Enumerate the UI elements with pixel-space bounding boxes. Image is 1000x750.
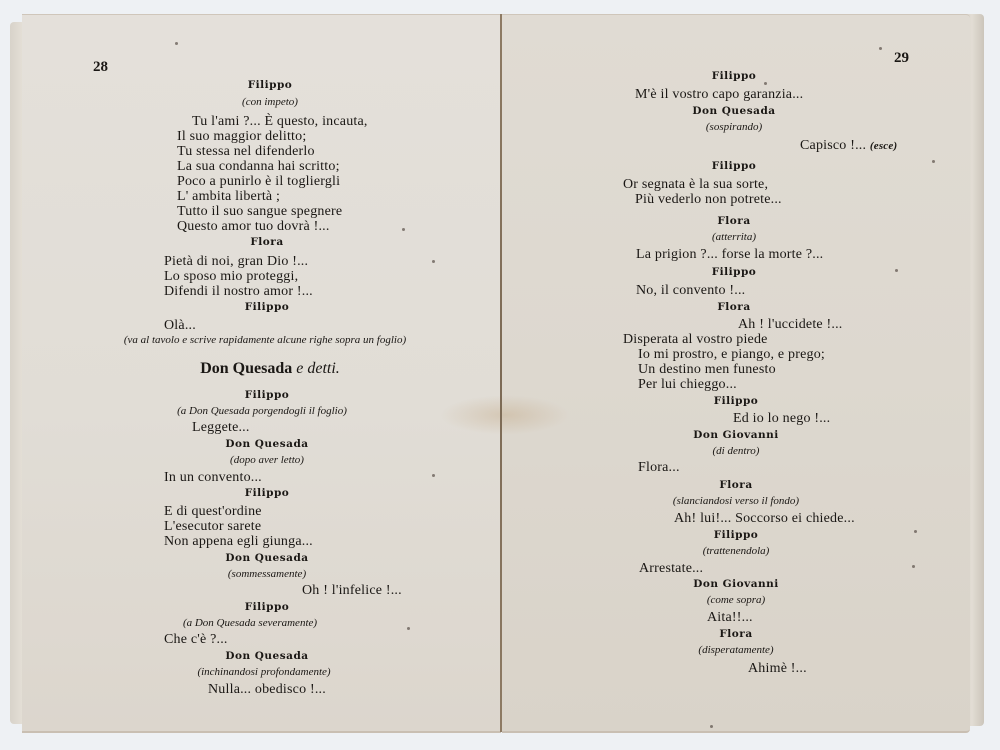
verse-line: Un destino men funesto	[638, 362, 776, 377]
speaker-label: Don Giovanni	[693, 578, 779, 590]
verse-line: Il suo maggior delitto;	[177, 129, 307, 144]
verse-line: Flora...	[638, 460, 680, 475]
verse-line: La prigion ?... forse la morte ?...	[636, 247, 824, 262]
verse-line: Tu l'ami ?... È questo, incauta,	[192, 114, 368, 129]
stage-direction: (sommessamente)	[227, 568, 307, 580]
stage-direction: (sospirando)	[705, 121, 763, 133]
scene-characters: Don Quesada	[200, 360, 293, 377]
verse-line: La sua condanna hai scritto;	[177, 159, 340, 174]
stage-direction: (disperatamente)	[698, 644, 774, 656]
stage-direction: (inchinandosi profondamente)	[197, 666, 331, 678]
water-stain	[440, 395, 570, 435]
verse-line: Più vederlo non potrete...	[635, 192, 782, 207]
verse-line: Ah! lui!... Soccorso ei chiede...	[674, 511, 855, 526]
verse-line: Disperata al vostro piede	[623, 332, 768, 347]
verse-line: L'esecutor sarete	[164, 519, 262, 534]
stage-direction: (atterrita)	[712, 231, 756, 243]
speaker-label: Filippo	[244, 601, 290, 613]
speaker-label: Filippo	[713, 529, 759, 541]
speaker-label: Filippo	[244, 487, 290, 499]
verse-line: E di quest'ordine	[164, 504, 262, 519]
stage-direction: (con impeto)	[242, 96, 298, 108]
verse-text: Capisco !...	[800, 138, 867, 153]
speaker-label: Flora	[719, 628, 753, 640]
speaker-label: Flora	[717, 215, 751, 227]
verse-line: Oh ! l'infelice !...	[302, 583, 402, 598]
verse-line: In un convento...	[164, 470, 262, 485]
stage-direction: (dopo aver letto)	[230, 454, 304, 466]
verse-line: Che c'è ?...	[164, 632, 228, 647]
verse-line: Ahimè !...	[748, 661, 807, 676]
speaker-label: Filippo	[244, 389, 290, 401]
left-page	[22, 14, 501, 733]
verse-line: Per lui chieggo...	[638, 377, 737, 392]
stage-direction: (slanciandosi verso il fondo)	[672, 495, 800, 507]
speaker-label: Filippo	[247, 79, 293, 91]
verse-line: Ah ! l'uccidete !...	[738, 317, 843, 332]
verse-line: Ed io lo nego !...	[733, 411, 831, 426]
verse-line: Poco a punirlo è il togliergli	[177, 174, 341, 189]
stage-direction: (esce)	[869, 140, 898, 152]
stage-direction: (a Don Quesada severamente)	[182, 617, 318, 629]
speaker-label: Filippo	[244, 301, 290, 313]
verse-line: Tu stessa nel difenderlo	[177, 144, 315, 159]
verse-line: Leggete...	[192, 420, 250, 435]
scene-suffix: e detti.	[296, 360, 340, 377]
stage-direction: (come sopra)	[706, 594, 766, 606]
speaker-label: Flora	[717, 301, 751, 313]
verse-line: Questo amor tuo dovrà !...	[177, 219, 330, 234]
speaker-label: Don Quesada	[225, 552, 309, 564]
verse-line: Io mi prostro, e piango, e prego;	[638, 347, 826, 362]
book-gutter	[500, 14, 502, 732]
speaker-label: Filippo	[711, 160, 757, 172]
verse-line: Aita!!...	[707, 610, 753, 625]
verse-line: No, il convento !...	[636, 283, 746, 298]
speaker-label: Filippo	[713, 395, 759, 407]
speaker-label: Don Giovanni	[693, 429, 779, 441]
speaker-label: Filippo	[711, 70, 757, 82]
speaker-label: Filippo	[711, 266, 757, 278]
page-number-left: 28	[93, 59, 108, 75]
speaker-label: Don Quesada	[692, 105, 776, 117]
stage-direction: (trattenendola)	[702, 545, 770, 557]
scene-heading	[200, 361, 340, 377]
speaker-label: Don Quesada	[225, 438, 309, 450]
stage-direction: (va al tavolo e scrive rapidamente alcune righe sopra un foglio)	[123, 334, 407, 346]
verse-line: Or segnata è la sua sorte,	[623, 177, 769, 192]
speaker-label: Don Quesada	[225, 650, 309, 662]
speaker-label: Flora	[719, 479, 753, 491]
verse-line: Tutto il suo sangue spegnere	[177, 204, 343, 219]
right-page	[502, 14, 970, 733]
stage-direction: (a Don Quesada porgendogli il foglio)	[177, 405, 347, 417]
verse-line: Pietà di noi, gran Dio !...	[164, 254, 309, 269]
verse-line: Nulla... obedisco !...	[208, 682, 326, 697]
verse-line: Lo sposo mio proteggi,	[164, 269, 299, 284]
verse-line: L' ambita libertà ;	[177, 189, 281, 204]
verse-line: Difendi il nostro amor !...	[164, 284, 313, 299]
verse-line	[800, 139, 897, 153]
verse-line: Arrestate...	[639, 561, 704, 576]
verse-line: M'è il vostro capo garanzia...	[635, 87, 804, 102]
verse-line: Non appena egli giunga...	[164, 534, 313, 549]
stage-direction: (di dentro)	[712, 445, 760, 457]
speaker-label: Flora	[250, 236, 284, 248]
page-number-right: 29	[894, 50, 909, 66]
verse-line: Olà...	[164, 318, 196, 333]
